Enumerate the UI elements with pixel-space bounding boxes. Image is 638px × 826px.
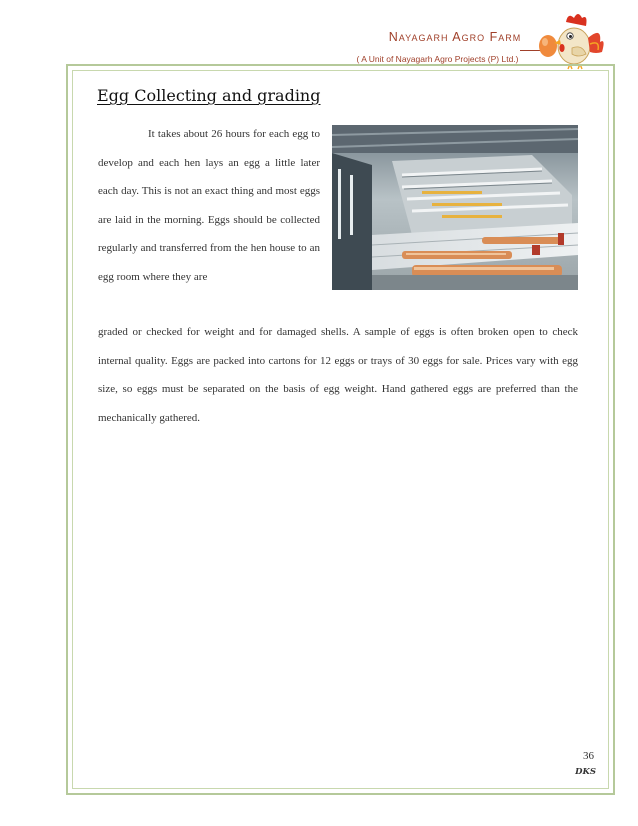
section-title: Egg Collecting and grading — [97, 86, 321, 105]
wrapped-paragraph-text: It takes about 26 hours for each egg to develop and each hen lays an egg a little later each day. This is not an exact thing and most eggs are laid in the morning. Eggs should be collected regularly and transferred from the hen house to an egg room where they are — [98, 128, 320, 283]
farm-subtitle: ( A Unit of Nayagarh Agro Projects (P) Ltd.) — [356, 54, 519, 64]
page-number: 36 — [583, 750, 594, 762]
full-width-paragraph: graded or checked for weight and for damaged shells. A sample of eggs is often broken open to check internal quality. Eggs are packed into cartons for 12 eggs or trays of 30 eggs for sale. Prices vary with egg size, so eggs must be separated on the basis of egg weight. Hand gathered eggs are preferred than the mechanically gathered. — [98, 326, 578, 424]
farm-name: Nayagarh Agro Farm — [388, 30, 522, 44]
author-initials: DKS — [575, 767, 596, 777]
chicken-logo-icon — [530, 8, 610, 70]
egg-grading-conveyor-photo — [332, 125, 578, 290]
wrapped-paragraph — [98, 120, 320, 291]
